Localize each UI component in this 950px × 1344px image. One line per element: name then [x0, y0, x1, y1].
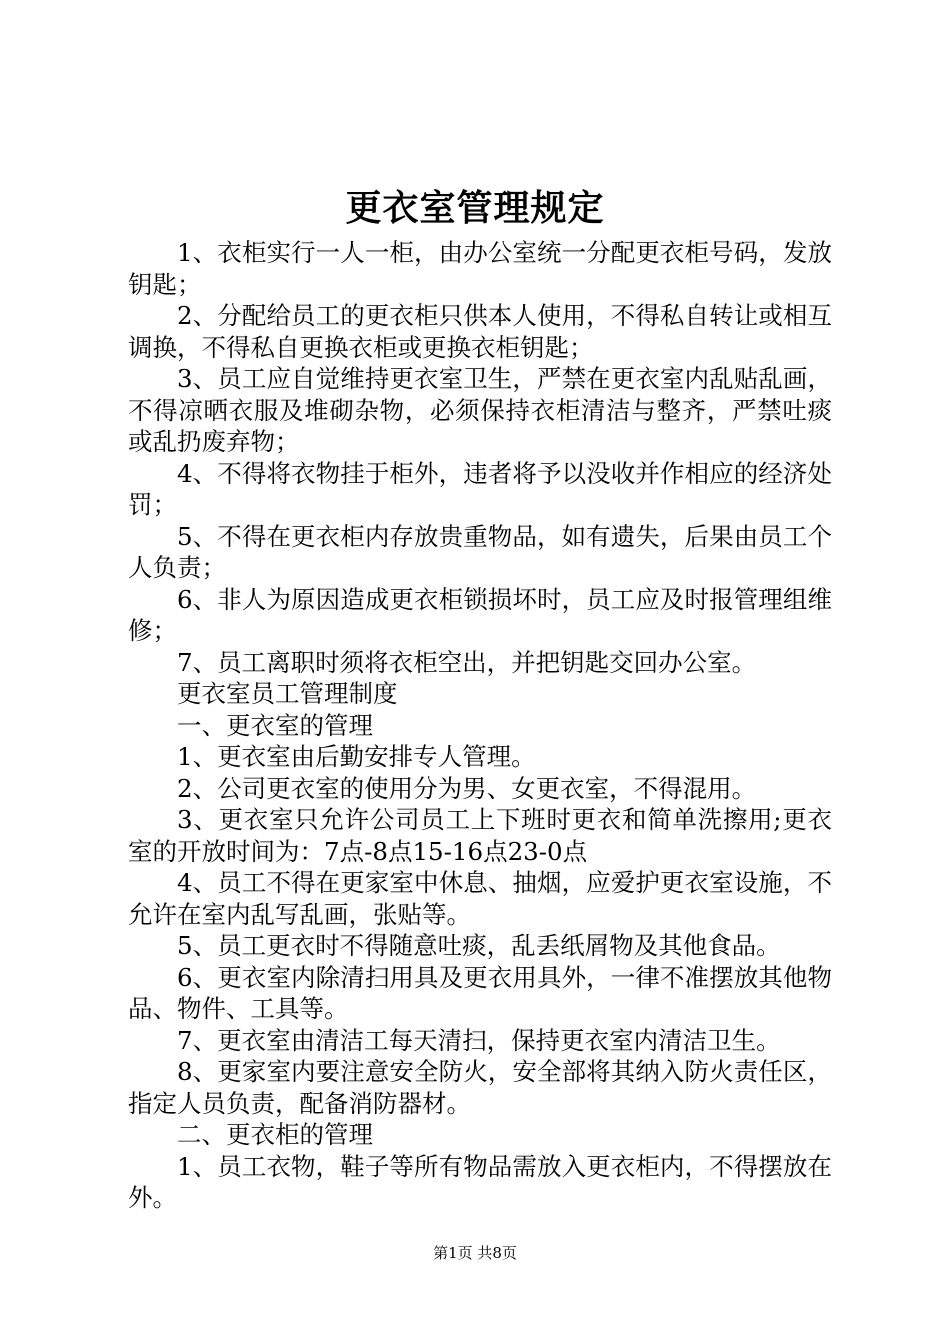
paragraph-13: 6、更衣室内除清扫用具及更衣用具外，一律不准摆放其他物品、物件、工具等。 [128, 962, 832, 1023]
paragraph-4: 4、不得将衣物挂于柜外，违者将予以没收并作相应的经济处罚； [128, 458, 832, 519]
paragraph-8: 1、更衣室由后勤安排专人管理。 [177, 742, 536, 771]
page-footer: 第1页 共8页 [433, 1244, 517, 1262]
paragraph-12: 5、员工更衣时不得随意吐痰，乱丢纸屑物及其他食品。 [177, 931, 781, 960]
paragraph-14: 7、更衣室由清洁工每天清扫，保持更衣室内清洁卫生。 [177, 1025, 781, 1055]
paragraph-16: 1、员工衣物，鞋子等所有物品需放入更衣柜内，不得摆放在外。 [128, 1151, 832, 1212]
paragraph-2: 2、分配给员工的更衣柜只供本人使用，不得私自转让或相互调换，不得私自更换衣柜或更换衣柜钥匙； [128, 301, 832, 362]
paragraph-11: 4、员工不得在更家室中休息、抽烟，应爱护更衣室设施，不允许在室内乱写乱画，张贴等。 [128, 868, 832, 929]
paragraph-6: 6、非人为原因造成更衣柜锁损坏时，员工应及时报管理组维修； [128, 584, 832, 645]
paragraph-9: 2、公司更衣室的使用分为男、女更衣室，不得混用。 [177, 773, 757, 803]
paragraph-15: 8、更家室内要注意安全防火，安全部将其纳入防火责任区，指定人员负责，配备消防器材。 [128, 1057, 832, 1118]
section-heading: 更衣室员工管理制度 [177, 679, 398, 708]
subsection-heading-1: 一、更衣室的管理 [177, 710, 373, 740]
subsection-heading-2: 二、更衣柜的管理 [177, 1120, 373, 1149]
document-body [128, 237, 832, 1214]
paragraph-1: 1、衣柜实行一人一柜，由办公室统一分配更衣柜号码，发放钥匙； [128, 238, 832, 299]
document-title: 更衣室管理规定 [345, 187, 605, 229]
paragraph-10: 3、更衣室只允许公司员工上下班时更衣和简单洗擦用;更衣室的开放时间为：7点-8点15-16点23-0点 [128, 805, 832, 866]
paragraph-3: 3、员工应自觉维持更衣室卫生，严禁在更衣室内乱贴乱画，不得凉晒衣服及堆砌杂物，必须保持衣柜清洁与整齐，严禁吐痰或乱扔废弃物； [128, 364, 832, 456]
paragraph-7: 7、员工离职时须将衣柜空出，并把钥匙交回办公室。 [177, 647, 757, 677]
paragraph-5: 5、不得在更衣柜内存放贵重物品，如有遗失，后果由员工个人负责； [128, 521, 832, 582]
